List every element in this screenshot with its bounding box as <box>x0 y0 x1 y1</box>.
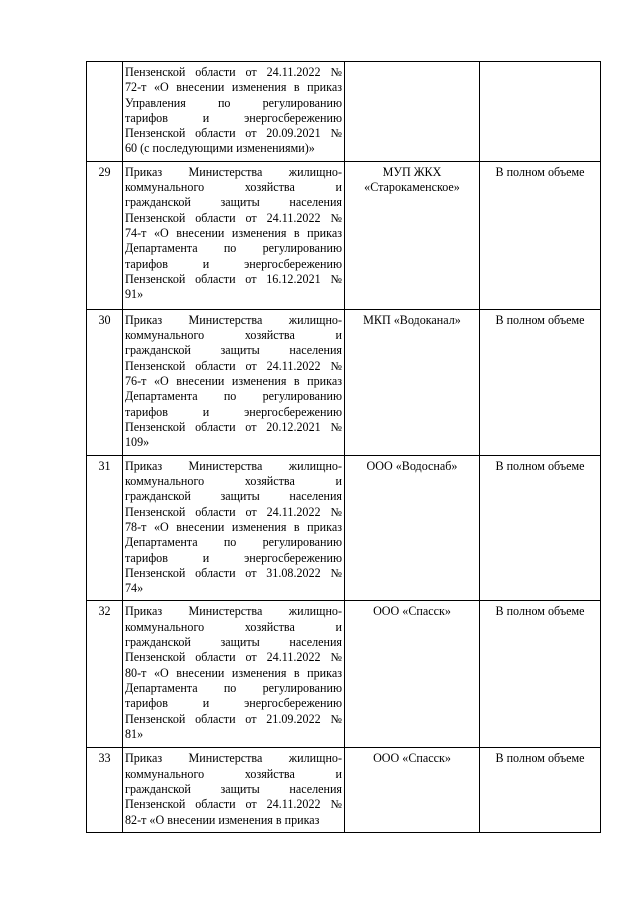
order-description <box>123 455 345 601</box>
order-description-line: Пензенской области от 20.09.2021 № <box>125 126 342 141</box>
organization <box>345 161 480 309</box>
order-description-line: 82-т «О внесении изменения в приказ <box>125 812 320 827</box>
order-description-line: гражданской защиты населения <box>125 635 342 650</box>
order-description-line: Пензенской области от 21.09.2022 № <box>125 711 342 726</box>
organization <box>345 748 480 832</box>
order-description-line: Пензенской области от 24.11.2022 № <box>125 504 342 519</box>
order-description-line: коммунального хозяйства и <box>125 474 342 489</box>
order-description-line: Пензенской области от 24.11.2022 № <box>125 210 342 225</box>
execution-volume: В полном объеме <box>480 748 601 832</box>
order-description-line: 91» <box>125 287 144 302</box>
execution-volume: В полном объеме <box>480 161 601 309</box>
order-description-line: 109» <box>125 435 150 450</box>
order-description-line: 80-т «О внесении изменения в приказ <box>125 665 342 680</box>
order-description <box>123 309 345 455</box>
organization <box>345 601 480 748</box>
execution-volume: В полном объеме <box>480 455 601 601</box>
order-description-line: Пензенской области от 20.12.2021 № <box>125 419 342 434</box>
organization-line: МУП ЖКХ <box>382 164 442 179</box>
row-number: 30 <box>87 309 123 455</box>
order-description-line: 78-т «О внесении изменения в приказ <box>125 519 342 534</box>
order-description-line: коммунального хозяйства и <box>125 180 342 195</box>
order-description-line: тарифов и энергосбережению <box>125 256 342 271</box>
order-description-line: тарифов и энергосбережению <box>125 404 342 419</box>
order-description-line: Пензенской области от 24.11.2022 № <box>125 358 342 373</box>
table-row <box>87 601 601 748</box>
order-description <box>123 601 345 748</box>
order-description-line: гражданской защиты населения <box>125 343 342 358</box>
order-description-line: 74» <box>125 581 144 596</box>
order-description <box>123 161 345 309</box>
order-description-line: 74-т «О внесении изменения в приказ <box>125 225 342 240</box>
order-description-line: тарифов и энергосбережению <box>125 110 342 125</box>
order-description-line: 81» <box>125 726 144 741</box>
order-description-line: Пензенской области от 16.12.2021 № <box>125 271 342 286</box>
row-number: 32 <box>87 601 123 748</box>
organization <box>345 455 480 601</box>
table-row <box>87 62 601 162</box>
execution-volume: В полном объеме <box>480 309 601 455</box>
organization-line: «Старокаменское» <box>364 180 460 195</box>
order-description-line: гражданской защиты населения <box>125 489 342 504</box>
order-description-line: 60 (с последующими изменениями)» <box>125 141 315 156</box>
order-description-line: 76-т «О внесении изменения в приказ <box>125 373 342 388</box>
order-description-line: Приказ Министерства жилищно- <box>125 164 342 179</box>
organization-line: ООО «Спасск» <box>373 604 451 619</box>
order-description-line: Департамента по регулированию <box>125 680 342 695</box>
organization <box>345 309 480 455</box>
row-number <box>87 62 123 162</box>
execution-volume <box>480 62 601 162</box>
order-description-line: тарифов и энергосбережению <box>125 550 342 565</box>
order-description-line: Приказ Министерства жилищно- <box>125 312 342 327</box>
order-description <box>123 748 345 832</box>
organization-line: МКП «Водоканал» <box>363 312 461 327</box>
table-row <box>87 455 601 601</box>
order-description-line: 72-т «О внесении изменения в приказ <box>125 80 342 95</box>
order-description-line: Департамента по регулированию <box>125 535 342 550</box>
order-description-line: коммунального хозяйства и <box>125 766 342 781</box>
order-description-line: Пензенской области от 31.08.2022 № <box>125 565 342 580</box>
organization-line: ООО «Спасск» <box>373 751 451 766</box>
order-description-line: Пензенской области от 24.11.2022 № <box>125 65 342 79</box>
order-description-line: Приказ Министерства жилищно- <box>125 751 342 766</box>
order-description-line: Управления по регулированию <box>125 95 342 110</box>
order-description-line: Пензенской области от 24.11.2022 № <box>125 650 342 665</box>
execution-volume: В полном объеме <box>480 601 601 748</box>
order-description <box>123 62 345 162</box>
order-description-line: коммунального хозяйства и <box>125 619 342 634</box>
table-body <box>87 62 601 833</box>
order-description-line: тарифов и энергосбережению <box>125 696 342 711</box>
table-row <box>87 748 601 832</box>
order-description-line: Департамента по регулированию <box>125 241 342 256</box>
table-row <box>87 161 601 309</box>
order-description-line: коммунального хозяйства и <box>125 328 342 343</box>
order-description-line: Приказ Министерства жилищно- <box>125 458 342 473</box>
order-description-line: Департамента по регулированию <box>125 389 342 404</box>
order-description-line: гражданской защиты населения <box>125 782 342 797</box>
table-row <box>87 309 601 455</box>
orders-table <box>86 61 601 833</box>
row-number: 29 <box>87 161 123 309</box>
row-number: 31 <box>87 455 123 601</box>
order-description-line: гражданской защиты населения <box>125 195 342 210</box>
row-number: 33 <box>87 748 123 832</box>
organization <box>345 62 480 162</box>
order-description-line: Приказ Министерства жилищно- <box>125 604 342 619</box>
organization-line: ООО «Водоснаб» <box>366 458 458 473</box>
order-description-line: Пензенской области от 24.11.2022 № <box>125 797 342 812</box>
